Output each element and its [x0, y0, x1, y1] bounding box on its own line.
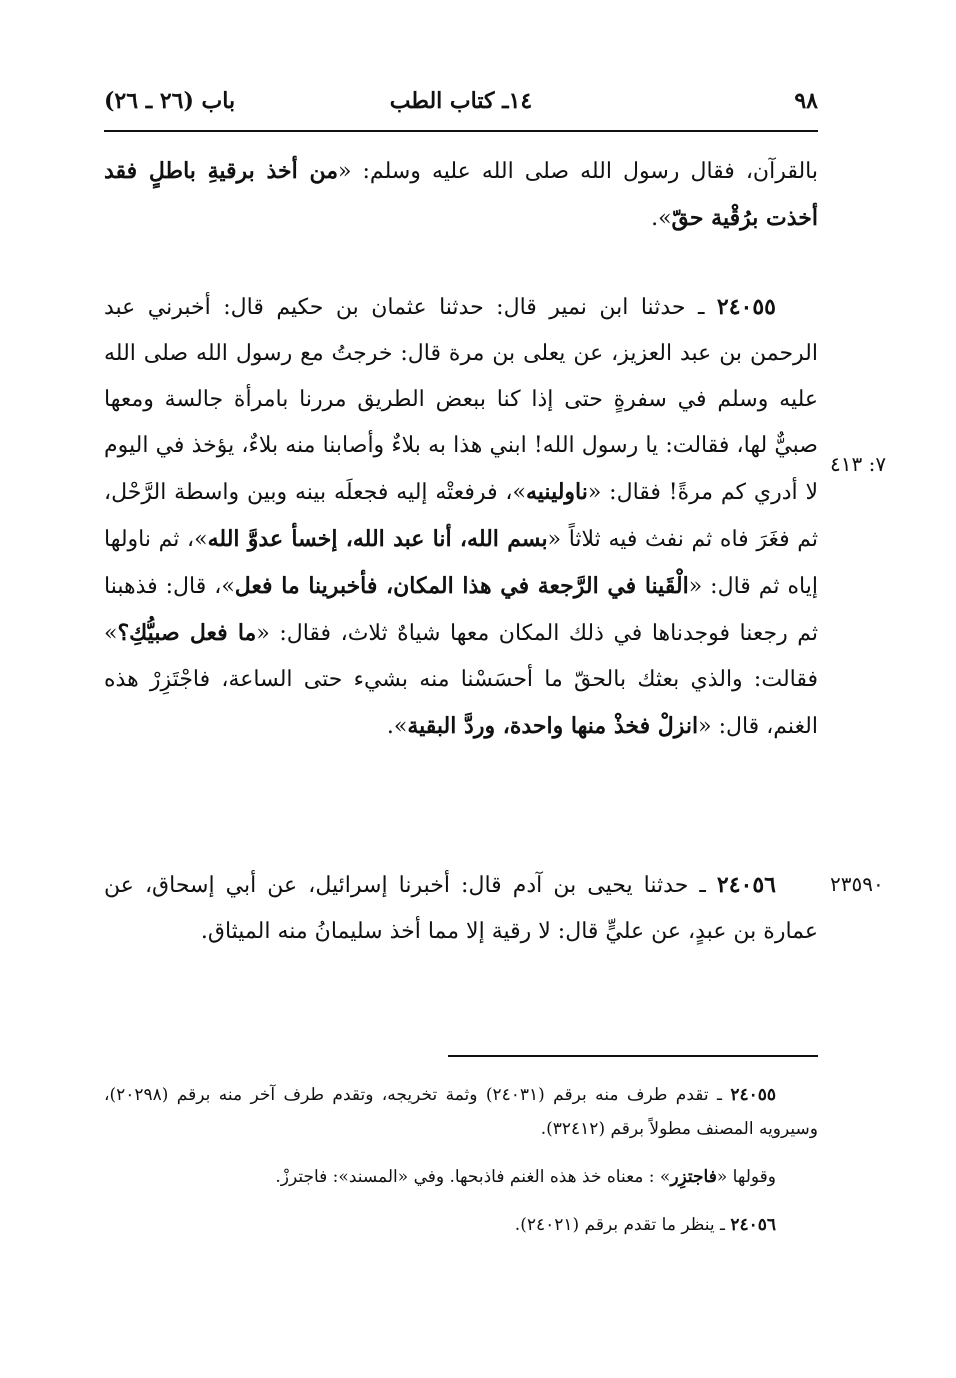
running-header — [104, 82, 818, 126]
text-segment: »، ثم ناولها إياه ثم قال: « — [104, 527, 818, 599]
hadith-number: ٢٤٠٥٥ — [716, 294, 776, 320]
footnote-number: ٢٤٠٥٥ — [730, 1085, 776, 1105]
paragraph-continuation — [104, 148, 818, 242]
text-segment: ـ حدثنا ابن نمير قال: حدثنا عثمان بن حكيم قال: أخبرني عبد الرحمن بن عبد العزيز، عن يعلى بن مرة قال: خرجتُ مع رسول الله صلى الله عليه وسلم في سفرةٍ حتى إذا كنا ببعض الطريق مررنا بامرأة جالسة ومعها صبيٌّ لها، فقالت: يا رسول الله! ابني هذا به بلاءٌ وأصابنا منه بلاءٌ، يؤخذ في اليوم لا أدري كم مرةً! فقال: « — [104, 295, 818, 505]
hadith-quote: من أخذ برقيةِ باطلٍ فقد أخذت برُقْية حقّ — [104, 158, 818, 231]
footnote — [104, 1160, 818, 1194]
footnote-quote: فاجتزِر — [670, 1167, 717, 1187]
footnote-text: وقولها « — [716, 1167, 776, 1187]
text-segment: ». — [386, 714, 408, 739]
margin-reference: ٧: ٤١٣ — [830, 452, 887, 476]
footnote-text: » : معناه خذ هذه الغنم فاذبحها. وفي «المسند»: فاجترزْ. — [275, 1167, 671, 1187]
margin-reference: ٢٣٥٩٠ — [830, 872, 884, 896]
text-segment: » فقالت: والذي بعثك بالحقّ ما أحسَسْنا منه بشيء حتى الساعة، فاجْتَزِرْ هذه الغنم، قال: « — [104, 621, 818, 739]
hadith-number: ٢٤٠٥٦ — [716, 872, 776, 898]
footnote-text: ـ ينظر ما تقدم برقم (٢٤٠٢١). — [514, 1215, 731, 1235]
hadith-quote: ناولينيه — [526, 479, 588, 505]
header-divider — [104, 130, 818, 132]
footnote-number: ٢٤٠٥٦ — [730, 1215, 776, 1235]
hadith-quote: الْقَينا في الرَّجعة في هذا المكان، فأخبرينا ما فعل — [234, 573, 689, 599]
text-segment: بالقرآن، فقال رسول الله صلى الله عليه وسلم: « — [338, 159, 818, 184]
text-segment: »، فرفعتْه إليه فجعلَه بينه وبين واسطة الرَّحْل، ثم فغَرَ فاه ثم نفث فيه ثلاثاً « — [104, 480, 818, 552]
hadith-quote: بسم الله، أنا عبد الله، إخسأ عدوَّ الله — [207, 526, 548, 552]
footnote-text: ـ تقدم طرف منه برقم (٢٤٠٣١) وثمة تخريجه، وتقدم طرف آخر منه برقم (٢٠٢٩٨)، وسيرويه المصنف مطولاً برقم (٣٢٤١٢). — [104, 1085, 818, 1139]
chapter-label: باب (٢٦ ـ ٢٦) — [104, 88, 236, 114]
footnote — [104, 1208, 818, 1242]
hadith-24055 — [104, 284, 818, 750]
book-title: ١٤ـ كتاب الطب — [389, 88, 533, 114]
text-segment: ـ حدثنا يحيى بن آدم قال: أخبرنا إسرائيل، عن أبي إسحاق، عن عمارة بن عبدٍ، عن عليٍّ قال: لا رقية إلا مما أخذ سليمانُ منه الميثاق. — [104, 873, 818, 944]
page-number: ٩٨ — [794, 88, 818, 114]
hadith-quote: انزلْ فخذْ منها واحدة، وردَّ البقية — [407, 713, 699, 739]
hadith-quote: ما فعل صبيُّكِ؟ — [117, 620, 257, 646]
text-segment: »، قال: فذهبنا ثم رجعنا فوجدناها في ذلك المكان معها شياهٌ ثلاث، فقال: « — [104, 574, 818, 646]
hadith-24056 — [104, 862, 818, 955]
footnote — [104, 1078, 818, 1146]
text-segment: ». — [651, 206, 672, 231]
footnotes — [104, 1078, 818, 1256]
footnote-divider — [448, 1055, 818, 1057]
